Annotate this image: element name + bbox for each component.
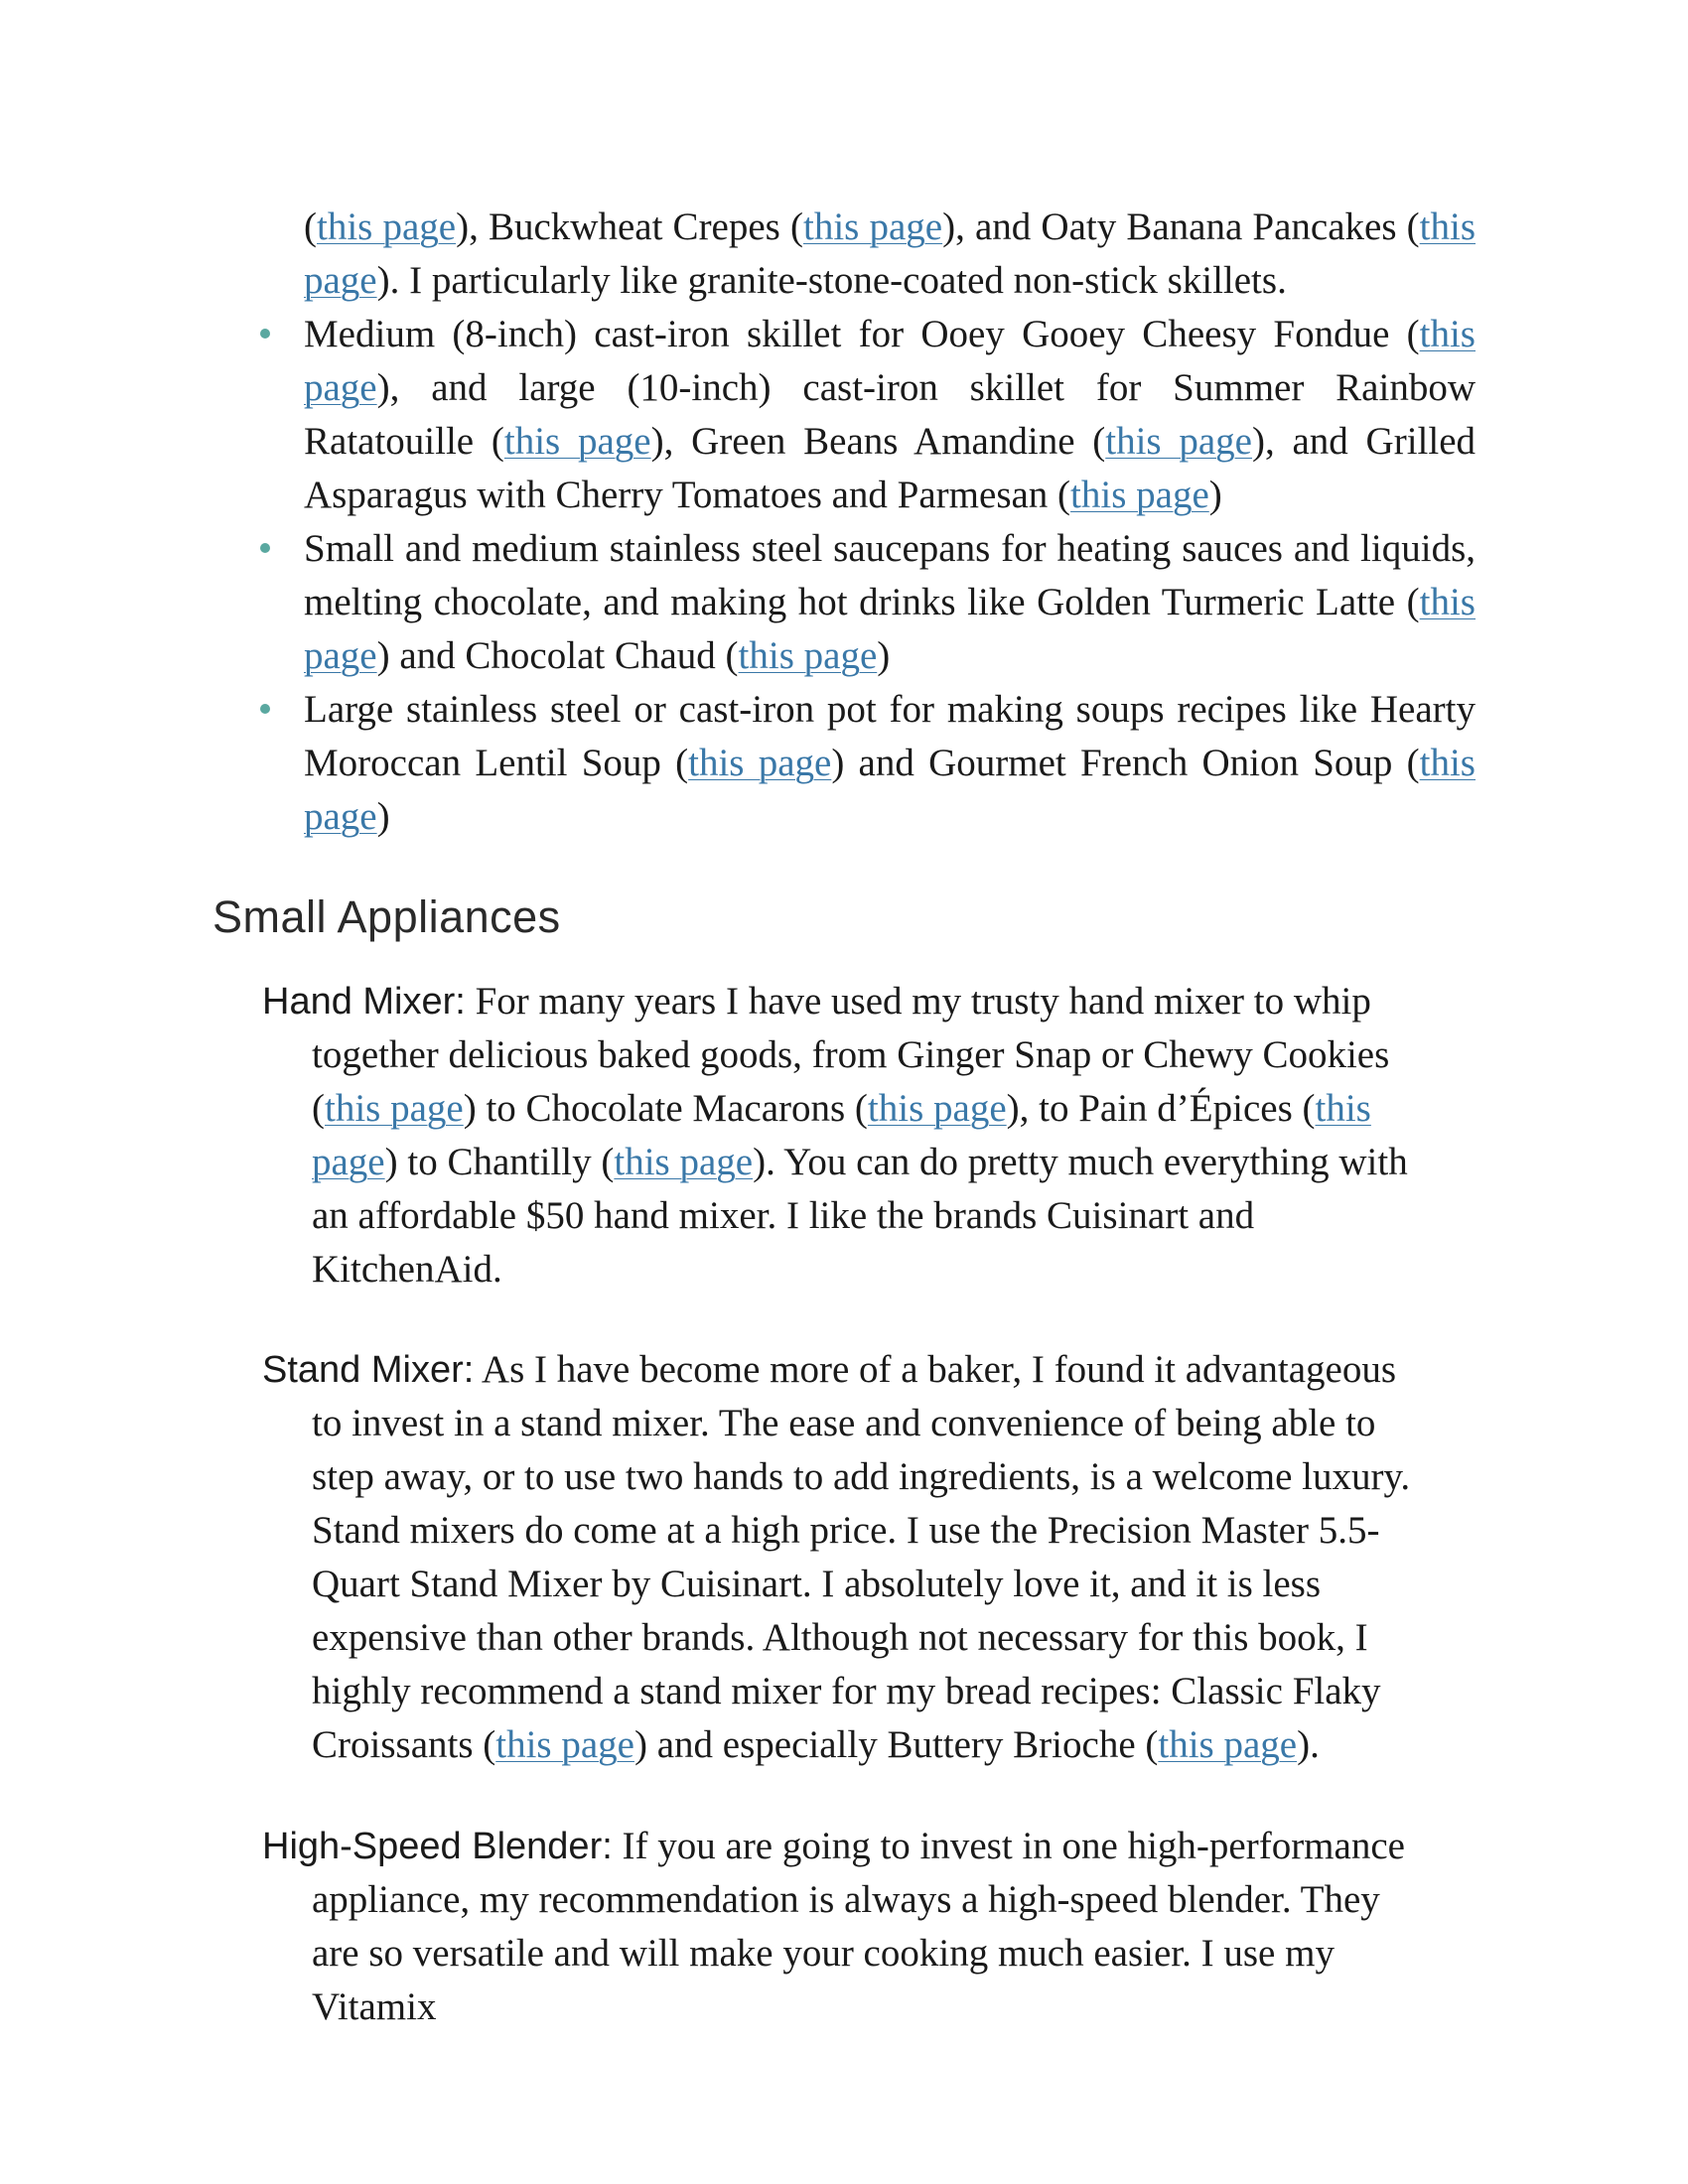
text-run: ). I particularly like granite-stone-coated non-stick skillets.: [376, 259, 1287, 302]
section-heading: Small Appliances: [212, 891, 561, 942]
blender-entry: [262, 1820, 1434, 2034]
this-page-link[interactable]: this page: [688, 742, 832, 784]
text-run: ) and especially Buttery Brioche (: [633, 1723, 1159, 1766]
text-run: ) to Chocolate Macarons (: [463, 1087, 868, 1130]
this-page-link[interactable]: this page: [325, 1087, 464, 1130]
text-run: ), to Pain d’Épices (: [1006, 1087, 1316, 1130]
text-run: ).: [1297, 1723, 1320, 1766]
text-run: ), Green Beans Amandine (: [650, 420, 1106, 463]
text-run: ). You can do pretty much everything with an affordable $50 hand mixer. I like the brands Cuisinart and KitchenAid.: [312, 1141, 1408, 1291]
this-page-link[interactable]: this page: [867, 1087, 1007, 1130]
this-page-link[interactable]: this page: [1158, 1723, 1298, 1766]
text-run: As I have become more of a baker, I found it advantageous to invest in a stand mixer. The ease and convenience of being able to step away, or to use two hands to add ingredients, is a welcome luxury. Stand mixers do come at a high price. I use the Precision Master 5.5-Quart Stand Mixer by Cuisinart. I absolutely love it, and it is less expensive than other brands. Although not necessary for this book, I highly recommend a stand mixer for my bread recipes: Classic Flaky Croissants (: [312, 1348, 1411, 1766]
stand-mixer-entry: [262, 1343, 1434, 1772]
this-page-link[interactable]: this page: [312, 1087, 1371, 1183]
text-run: Large stainless steel or cast-iron pot for making soups recipes like Hearty Moroccan Lentil Soup (: [304, 688, 1476, 784]
this-page-link[interactable]: this page: [304, 205, 1477, 302]
text-run: ), and Oaty Banana Pancakes (: [942, 205, 1420, 248]
entry-term: Stand Mixer:: [262, 1349, 475, 1391]
text-run: Small and medium stainless steel saucepans for heating sauces and liquids, melting chocolate, and making hot drinks like Golden Turmeric Latte (: [304, 527, 1476, 623]
this-page-link[interactable]: this page: [304, 742, 1476, 838]
list-item: [304, 308, 1476, 522]
text-run: ), Buckwheat Crepes (: [456, 205, 803, 248]
list-item: [304, 683, 1476, 844]
entry-term: High-Speed Blender:: [262, 1826, 613, 1867]
this-page-link[interactable]: this page: [304, 581, 1476, 677]
text-run: ) and Chocolat Chaud (: [376, 634, 739, 677]
text-run: (: [304, 205, 317, 248]
this-page-link[interactable]: this page: [802, 205, 943, 248]
continuation-paragraph: [304, 201, 1476, 308]
hand-mixer-entry: [262, 975, 1434, 1297]
text-run: ): [1208, 474, 1222, 516]
text-run: ) to Chantilly (: [384, 1141, 615, 1183]
list-item: [304, 522, 1476, 683]
text-run: If you are going to invest in one high-performance appliance, my recommendation is always a high-speed blender. They are so versatile and will make your cooking much easier. I use my Vitamix: [312, 1825, 1405, 2028]
this-page-link[interactable]: this page: [304, 313, 1476, 409]
entry-term: Hand Mixer:: [262, 981, 466, 1023]
this-page-link[interactable]: this page: [1070, 474, 1209, 516]
cookware-bullet-list: [304, 308, 1476, 844]
text-run: ): [376, 795, 390, 838]
text-run: ): [877, 634, 891, 677]
text-run: Medium (8-inch) cast-iron skillet for Ooey Gooey Cheesy Fondue (: [304, 313, 1420, 355]
text-run: ), and large (10-inch) cast-iron skillet for Summer Rainbow Ratatouille (: [304, 366, 1476, 463]
this-page-link[interactable]: this page: [317, 205, 457, 248]
text-run: For many years I have used my trusty hand mixer to whip together delicious baked goods, from Ginger Snap or Chewy Cookies (: [312, 980, 1390, 1130]
this-page-link[interactable]: this page: [738, 634, 878, 677]
this-page-link[interactable]: this page: [503, 420, 651, 463]
this-page-link[interactable]: this page: [614, 1141, 754, 1183]
text-run: ), and Grilled Asparagus with Cherry Tomatoes and Parmesan (: [304, 420, 1477, 516]
this-page-link[interactable]: this page: [495, 1723, 634, 1766]
this-page-link[interactable]: this page: [1105, 420, 1252, 463]
text-run: ) and Gourmet French Onion Soup (: [831, 742, 1420, 784]
